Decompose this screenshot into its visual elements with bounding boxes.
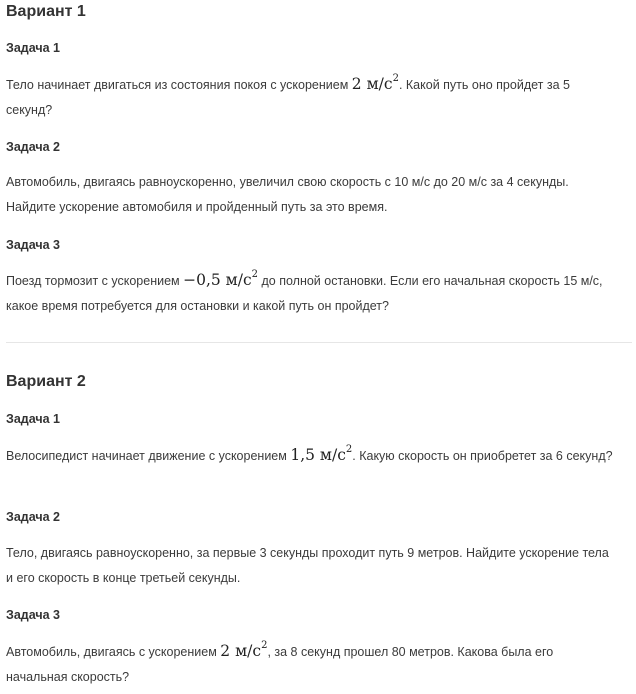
formula-exponent: 2 xyxy=(345,443,353,455)
variant-2-task-3-text xyxy=(6,639,616,690)
acceleration-formula xyxy=(183,268,259,289)
formula-number: 1,5 xyxy=(290,446,315,464)
variant-2-task-1-heading: Задача 1 xyxy=(6,412,60,426)
formula-number: 2 xyxy=(351,75,362,93)
variant-1-task-2-text: Автомобиль, двигаясь равноускоренно, увеличил свою скорость с 10 м/с до 20 м/с за 4 секунды. Найдите ускорение автомобиля и пройденный путь за это время. xyxy=(6,175,569,214)
formula-exponent: 2 xyxy=(392,72,399,84)
formula-unit: м/с xyxy=(235,642,262,660)
task-text-before: Поезд тормозит с ускорением xyxy=(6,274,184,288)
variant-1-task-3-text xyxy=(6,268,616,319)
acceleration-formula xyxy=(220,639,268,660)
acceleration-formula xyxy=(351,72,399,93)
section-divider xyxy=(6,342,632,343)
task-text-after: до полной остановки. Если его начальная скорость 15 м/с, какое время потребуется для остановки и какой путь он пройдет? xyxy=(6,274,603,313)
variant-2-task-3-heading: Задача 3 xyxy=(6,608,60,622)
task-text-after: . Какую скорость он приобретет за 6 секунд? xyxy=(352,449,613,463)
task-text-before: Тело начинает двигаться из состояния покоя с ускорением xyxy=(6,78,352,92)
variant-1-task-1-text xyxy=(6,72,616,123)
variant-2-task-2-text: Тело, двигаясь равноускоренно, за первые 3 секунды проходит путь 9 метров. Найдите ускорение тела и его скорость в конце третьей секунды. xyxy=(6,546,609,585)
formula-unit: м/с xyxy=(319,446,346,464)
formula-exponent: 2 xyxy=(261,639,268,651)
task-text-after: . Какой путь оно пройдет за 5 секунд? xyxy=(6,78,570,117)
variant-1-heading: Вариант 1 xyxy=(6,3,86,20)
formula-number: 2 xyxy=(220,642,231,660)
variant-2-heading: Вариант 2 xyxy=(6,373,86,390)
variant-2-task-1-text xyxy=(6,443,616,469)
formula-number: −0,5 xyxy=(183,271,221,289)
variant-1-task-1-heading: Задача 1 xyxy=(6,41,60,55)
task-text-after: , за 8 секунд прошел 80 метров. Какова была его начальная скорость? xyxy=(6,645,554,684)
formula-exponent: 2 xyxy=(251,268,259,280)
variant-2-task-2-heading: Задача 2 xyxy=(6,510,60,524)
acceleration-formula xyxy=(290,443,353,464)
task-text-before: Велосипедист начинает движение с ускорением xyxy=(6,449,291,463)
task-text-before: Автомобиль, двигаясь с ускорением xyxy=(6,645,221,659)
variant-1-task-2-heading: Задача 2 xyxy=(6,140,60,154)
formula-unit: м/с xyxy=(366,75,393,93)
variant-1-task-3-heading: Задача 3 xyxy=(6,238,60,252)
formula-unit: м/с xyxy=(225,271,252,289)
